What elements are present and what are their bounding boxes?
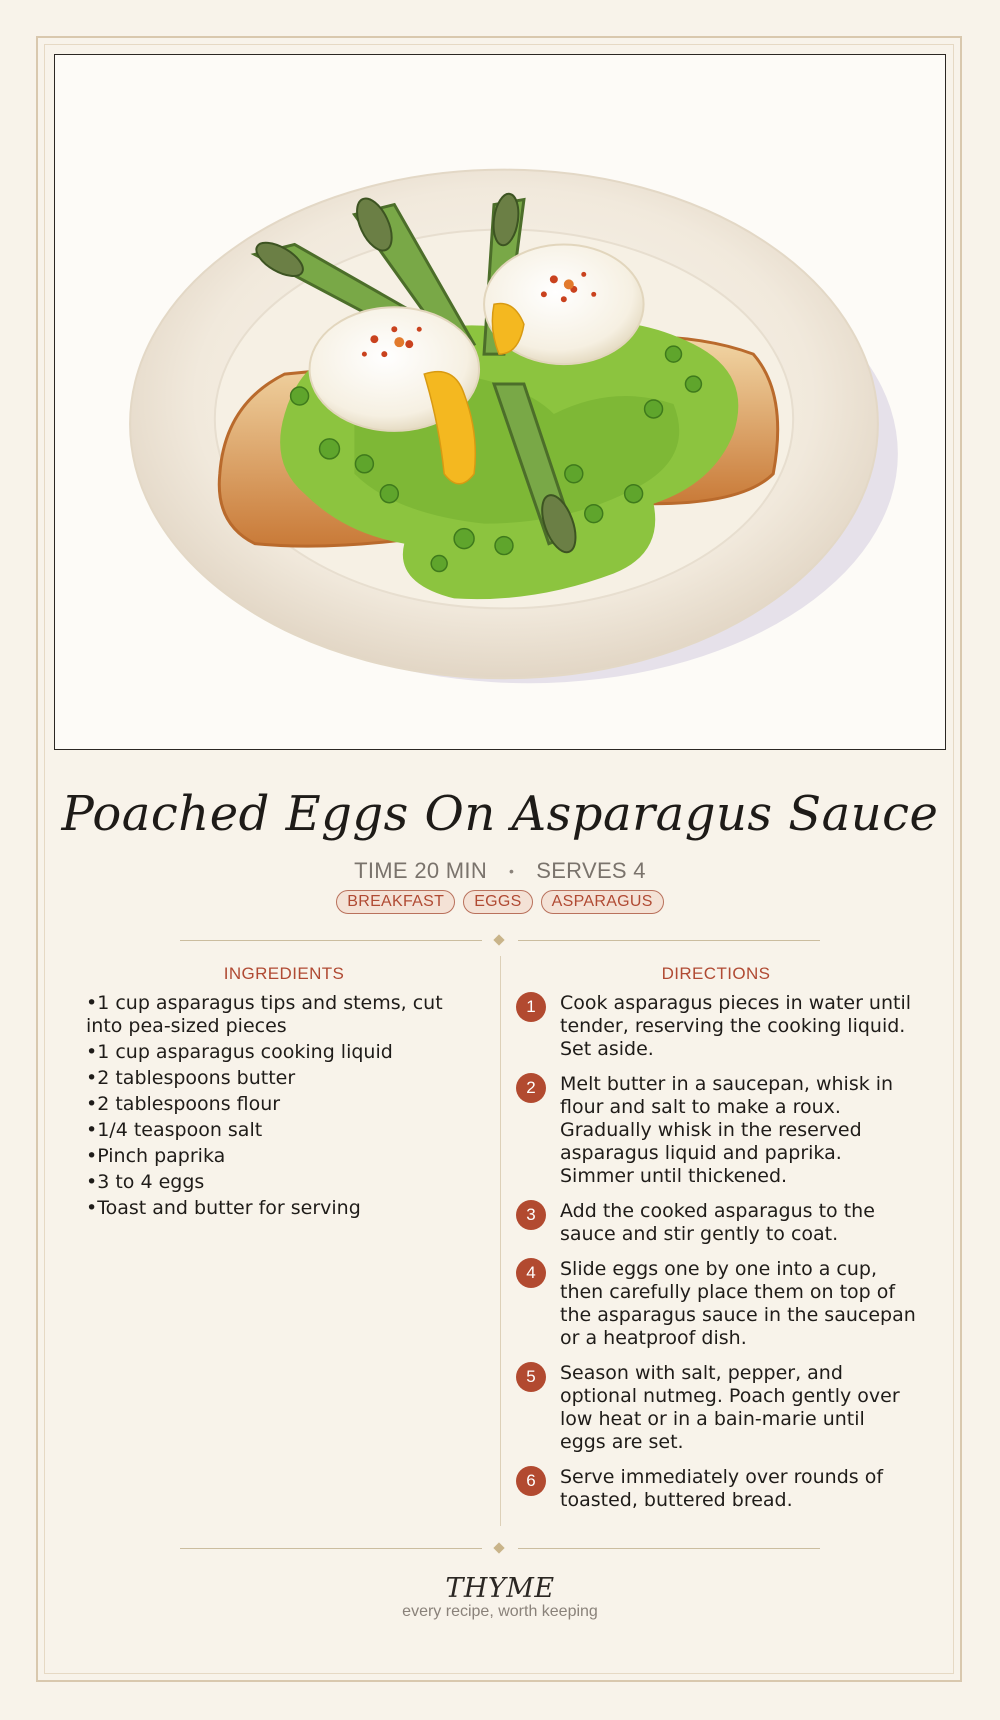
step-number-badge: 4	[516, 1258, 546, 1288]
meta-separator: •	[509, 863, 515, 879]
ingredient-item: • Pinch paprika	[86, 1145, 466, 1168]
ingredient-item: • Toast and butter for serving	[86, 1197, 466, 1220]
divider-line-right	[518, 1548, 820, 1549]
directions-heading: DIRECTIONS	[661, 964, 771, 983]
diamond-ornament-icon	[493, 1542, 504, 1553]
tag-list	[0, 890, 1000, 914]
hero-image	[54, 54, 946, 750]
direction-step	[516, 1362, 916, 1454]
ingredients-heading: INGREDIENTS	[223, 964, 345, 983]
step-number-badge: 3	[516, 1200, 546, 1230]
step-number-badge: 5	[516, 1362, 546, 1392]
direction-step	[516, 1258, 916, 1350]
divider-line-right	[518, 940, 820, 941]
bottom-divider	[180, 1542, 820, 1556]
divider-line-left	[180, 1548, 482, 1549]
ingredient-item: • 1 cup asparagus tips and stems, cut into pea-sized pieces	[86, 992, 466, 1038]
step-text: Serve immediately over rounds of toasted, buttered bread.	[560, 1466, 884, 1511]
direction-step	[516, 992, 916, 1061]
directions-list	[516, 992, 916, 1524]
recipe-meta	[0, 858, 1000, 884]
recipe-title: Poached Eggs On Asparagus Sauce	[61, 786, 939, 842]
ingredients-list	[86, 992, 466, 1223]
step-number-badge: 1	[516, 992, 546, 1022]
ingredient-item: • 2 tablespoons flour	[86, 1093, 466, 1116]
ingredient-item: • 2 tablespoons butter	[86, 1067, 466, 1090]
column-divider	[500, 956, 501, 1526]
tag-breakfast[interactable]: BREAKFAST	[336, 890, 455, 914]
serves-label: SERVES 4	[536, 858, 646, 883]
brand-logo: THYME	[445, 1573, 555, 1604]
brand-tagline: every recipe, worth keeping	[402, 1603, 598, 1620]
step-text: Melt butter in a saucepan, whisk in flour and salt to make a roux. Gradually whisk in the reserved asparagus liquid and paprika. Simmer until thickened.	[560, 1073, 894, 1187]
time-label: TIME 20 MIN	[354, 858, 488, 883]
tag-asparagus[interactable]: ASPARAGUS	[541, 890, 664, 914]
ingredient-item: • 3 to 4 eggs	[86, 1171, 466, 1194]
step-text: Season with salt, pepper, and optional nutmeg. Poach gently over low heat or in a bain-marie until eggs are set.	[560, 1362, 900, 1453]
ingredient-item: • 1 cup asparagus cooking liquid	[86, 1041, 466, 1064]
ingredient-item: • 1/4 teaspoon salt	[86, 1119, 466, 1142]
poached-eggs-illustration	[55, 55, 945, 749]
step-text: Cook asparagus pieces in water until tender, reserving the cooking liquid. Set aside.	[560, 992, 912, 1060]
step-number-badge: 2	[516, 1073, 546, 1103]
step-text: Slide eggs one by one into a cup, then carefully place them on top of the asparagus sauce in the saucepan or a heatproof dish.	[560, 1258, 916, 1349]
divider-line-left	[180, 940, 482, 941]
direction-step	[516, 1200, 916, 1246]
step-number-badge: 6	[516, 1466, 546, 1496]
top-divider	[180, 934, 820, 948]
direction-step	[516, 1466, 916, 1512]
diamond-ornament-icon	[493, 934, 504, 945]
direction-step	[516, 1073, 916, 1188]
step-text: Add the cooked asparagus to the sauce and stir gently to coat.	[560, 1200, 875, 1245]
tag-eggs[interactable]: EGGS	[463, 890, 532, 914]
